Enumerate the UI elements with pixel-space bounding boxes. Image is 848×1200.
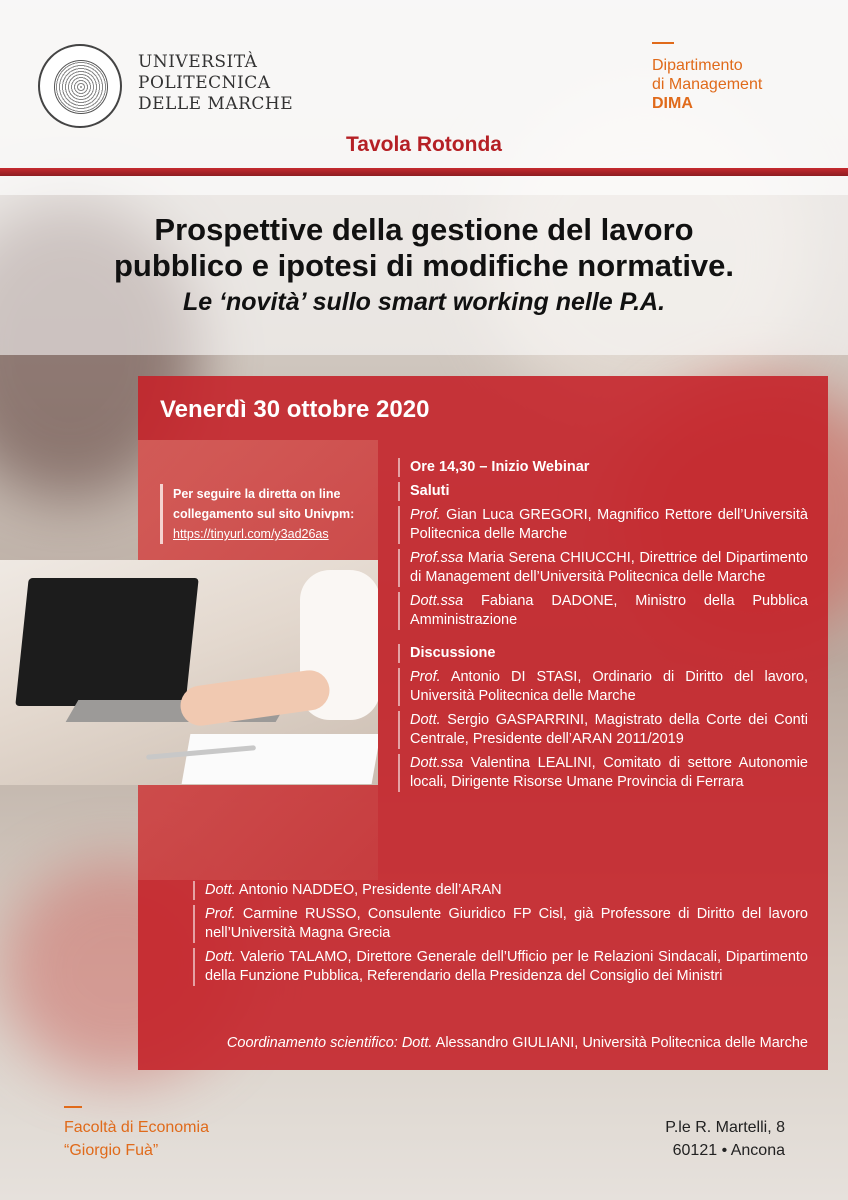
event-title: Prospettive della gestione del lavoro pubblico e ipotesi di modifiche normative.: [113, 212, 735, 283]
speaker-entry: Dott.ssa Fabiana DADONE, Ministro della Pubblica Amministrazione: [398, 592, 808, 630]
speaker-entry: Prof. Carmine RUSSO, Consulente Giuridico FP Cisl, già Professore di Diritto del lavoro nell’Università Magna Grecia: [193, 905, 808, 943]
speaker-entry: Prof. Gian Luca GREGORI, Magnifico Rettore dell’Università Politecnica delle Marche: [398, 506, 808, 544]
university-seal-logo: [38, 44, 122, 128]
program-list-wide: [193, 881, 808, 991]
faculty-dash: [64, 1106, 82, 1108]
event-date: Venerdì 30 ottobre 2020: [160, 396, 430, 423]
speaker-entry: Dott.ssa Valentina LEALINI, Comitato di settore Autonomie locali, Dirigente Risorse Umane Provincia di Ferrara: [398, 754, 808, 792]
university-name: UNIVERSITÀ POLITECNICA DELLE MARCHE: [138, 52, 294, 114]
speaker-entry: Dott. Valerio TALAMO, Direttore Generale dell’Ufficio per le Relazioni Sindacali, Dipartimento della Funzione Pubblica, Referendario della Presidenza del Consiglio dei Ministri: [193, 948, 808, 986]
live-stream-link[interactable]: https://tinyurl.com/y3ad26as: [173, 527, 329, 541]
department-dash: [652, 42, 674, 44]
event-subtitle: Le ‘novità’ sullo smart working nelle P.A.: [182, 288, 666, 316]
speaker-entry: Prof. Antonio DI STASI, Ordinario di Diritto del lavoro, Università Politecnica delle Marche: [398, 668, 808, 706]
department-name: Dipartimento di Management DIMA: [652, 57, 763, 112]
red-divider: [0, 168, 848, 176]
program-list: [398, 458, 808, 797]
faculty-name: Facoltà di Economia “Giorgio Fuà”: [64, 1119, 209, 1159]
speaker-entry: Prof.ssa Maria Serena CHIUCCHI, Direttrice del Dipartimento di Management dell’Università Politecnica delle Marche: [398, 549, 808, 587]
speaker-entry: Dott. Sergio GASPARRINI, Magistrato della Corte dei Conti Centrale, Presidente dell’ARAN 2011/2019: [398, 711, 808, 749]
program-start: Ore 14,30 – Inizio Webinar: [398, 458, 808, 477]
discussion-header: Discussione: [398, 644, 808, 663]
department-abbr: DIMA: [652, 95, 693, 112]
greetings-header: Saluti: [398, 482, 808, 501]
live-stream-info: Per seguire la diretta on line collegamento sul sito Univpm: https://tinyurl.com/y3ad26as: [160, 484, 378, 544]
event-type: Tavola Rotonda: [346, 133, 502, 156]
address: P.le R. Martelli, 8 60121 • Ancona: [665, 1119, 785, 1159]
laptop-photo: [0, 560, 378, 785]
speaker-entry: Dott. Antonio NADDEO, Presidente dell’ARAN: [193, 881, 808, 900]
scientific-coordination: Coordinamento scientifico: Dott. Alessandro GIULIANI, Università Politecnica delle Marche: [226, 1035, 808, 1051]
